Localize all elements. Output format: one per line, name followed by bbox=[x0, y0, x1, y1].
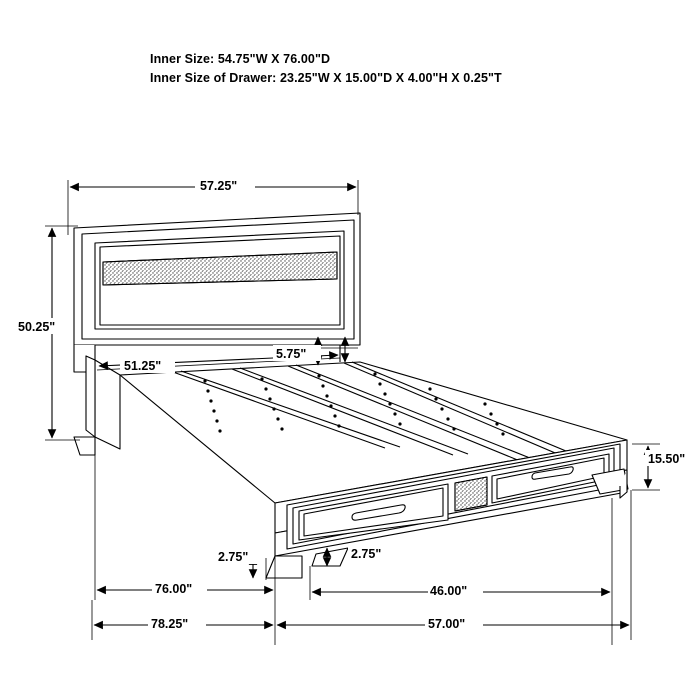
inner-size-line: Inner Size: 54.75"W X 76.00"D bbox=[150, 52, 331, 66]
dim-drawer-span: 46.00" bbox=[430, 584, 468, 598]
dim-footboard-height: 15.50" bbox=[648, 452, 686, 466]
dim-foot-clearance-right: 2.75" bbox=[351, 547, 382, 561]
dim-top-width: 57.25" bbox=[200, 179, 238, 193]
dim-headboard-height: 50.25" bbox=[18, 320, 56, 334]
dim-headboard-inner-width: 51.25" bbox=[124, 359, 162, 373]
dim-overall-depth: 78.25" bbox=[151, 617, 189, 631]
dim-bed-depth: 76.00" bbox=[155, 582, 193, 596]
dim-headboard-offset: 5.75" bbox=[276, 347, 307, 361]
dim-overall-width: 57.00" bbox=[428, 617, 466, 631]
dim-foot-clearance-left: 2.75" bbox=[218, 550, 249, 564]
inner-size-drawer-line: Inner Size of Drawer: 23.25"W X 15.00"D X 4.00"H X 0.25"T bbox=[150, 71, 502, 85]
